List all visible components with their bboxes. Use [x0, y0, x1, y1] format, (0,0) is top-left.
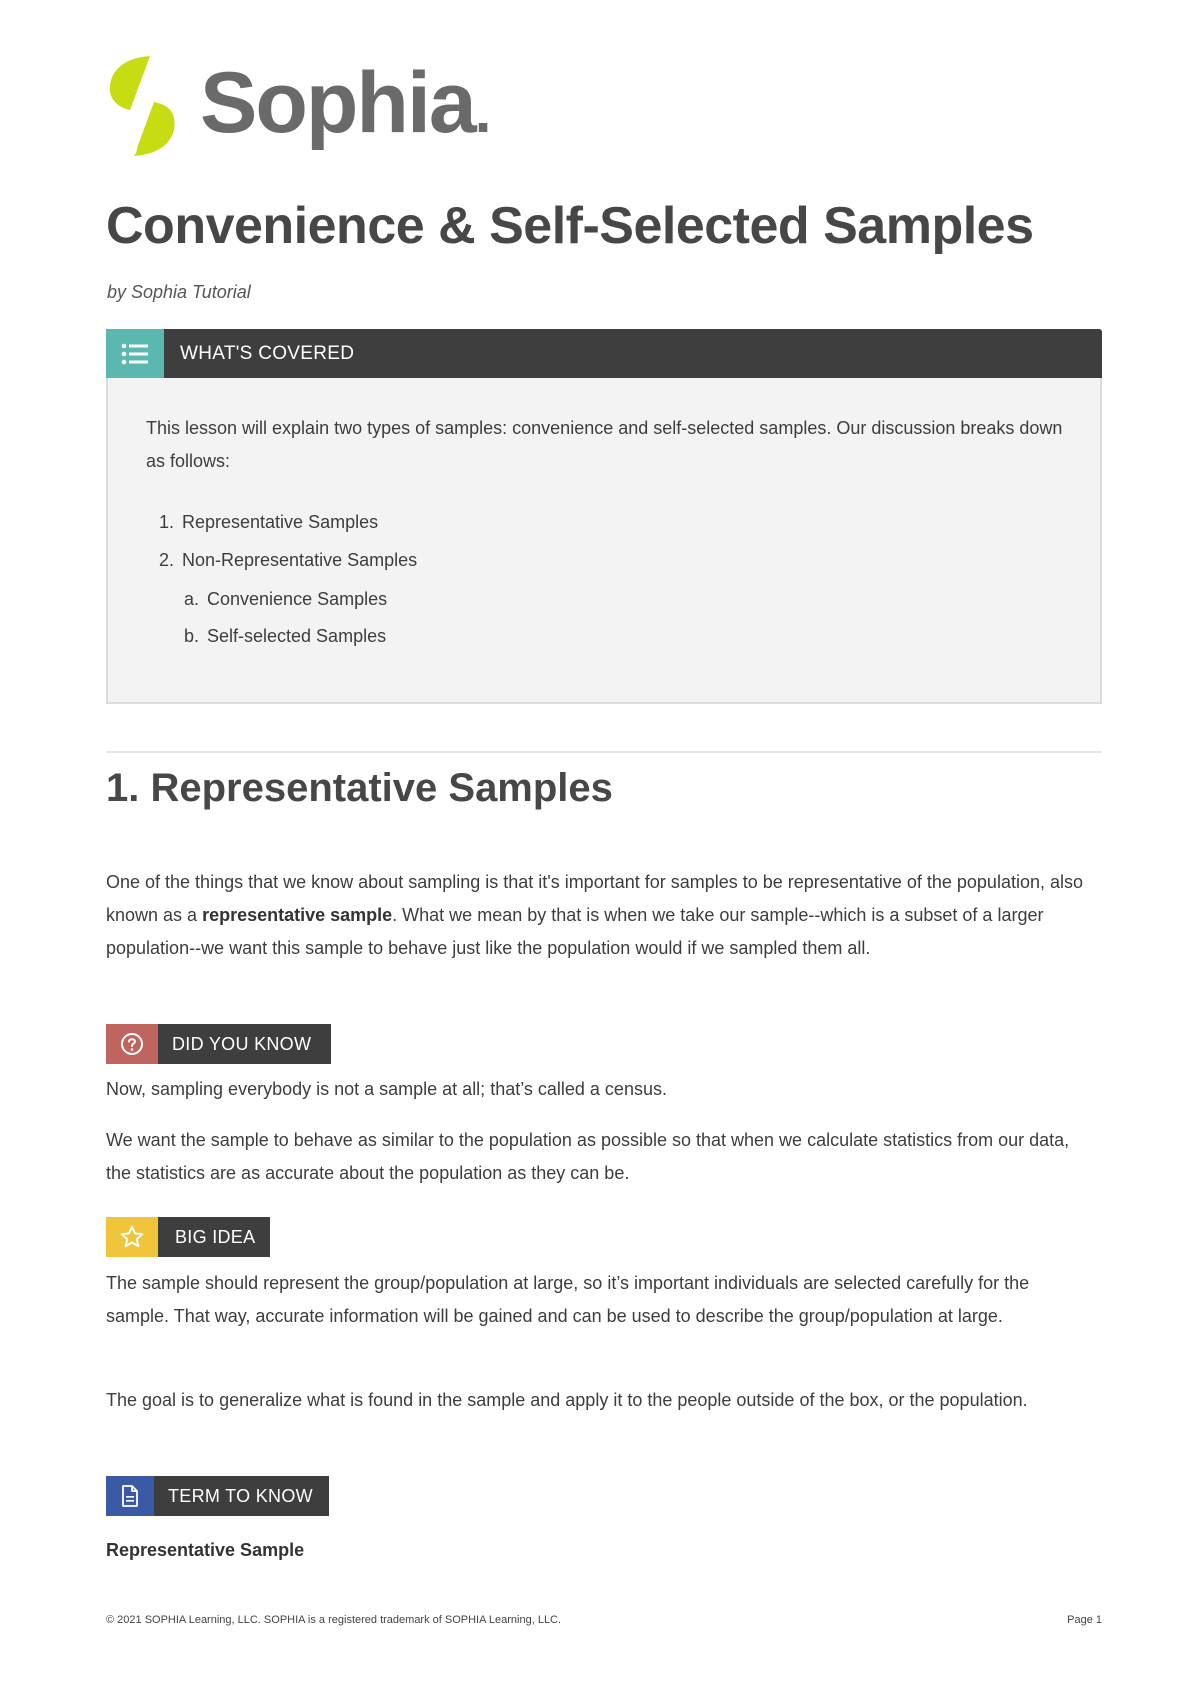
paragraph: The sample should represent the group/population at large, so it’s important individuals are selected carefully for the sample. That way, accurate information will be gained and can be used to describe the group/population at large. — [106, 1273, 1030, 1326]
star-icon — [106, 1217, 158, 1257]
footer-copyright: © 2021 SOPHIA Learning, LLC. SOPHIA is a registered trademark of SOPHIA Learning, LLC. — [106, 1614, 562, 1626]
whats-covered-intro: This lesson will explain two types of samples: convenience and self-selected samples. Our discussion breaks down as follows: — [146, 418, 1063, 471]
term-to-know-label: TERM TO KNOW — [168, 1486, 313, 1506]
paragraph: One of the things that we know about sampling is that it's important for samples to be representative of the population, also known as a representative sample. What we mean by that is when we take our sample--which is a subset of a larger population--we want this sample to behave just like the population would if we sampled them all. — [106, 872, 1083, 958]
did-you-know-tag — [106, 1024, 331, 1064]
sophia-wordmark: Sophia. — [200, 55, 490, 151]
toc-subitem: a. Convenience Samples — [183, 589, 388, 609]
section-heading: 1. Representative Samples — [106, 766, 613, 810]
toc-item: 2. Non-Representative Samples — [158, 550, 418, 570]
section-divider — [106, 751, 1102, 753]
page-footer — [106, 1614, 1102, 1626]
paragraph: Now, sampling everybody is not a sample at all; that’s called a census. — [106, 1079, 667, 1099]
bold-term: representative sample — [202, 905, 393, 925]
sophia-logo — [106, 54, 526, 158]
sophia-logo-mark-icon — [106, 54, 178, 158]
term-to-know-tag — [106, 1476, 329, 1516]
paragraph: We want the sample to behave as similar to the population as possible so that when we calculate statistics from our data, the statistics are as accurate about the population as they can be. — [106, 1130, 1070, 1183]
page-number: Page 1 — [1067, 1614, 1102, 1626]
document-icon — [106, 1476, 154, 1516]
term-title: Representative Sample — [106, 1540, 305, 1560]
whats-covered-box — [106, 378, 1102, 704]
list-icon — [106, 329, 164, 378]
byline: by Sophia Tutorial — [107, 282, 251, 302]
question-circle-icon — [106, 1024, 158, 1064]
page-title: Convenience & Self-Selected Samples — [106, 197, 1034, 255]
whats-covered-label: WHAT'S COVERED — [180, 343, 355, 364]
whats-covered-header — [106, 329, 1102, 378]
paragraph: The goal is to generalize what is found in the sample and apply it to the people outside of the box, or the population. — [106, 1390, 1028, 1410]
big-idea-tag — [106, 1217, 270, 1257]
did-you-know-label: DID YOU KNOW — [172, 1034, 312, 1054]
toc-subitem: b. Self-selected Samples — [183, 626, 387, 646]
toc-item: 1. Representative Samples — [158, 512, 379, 532]
big-idea-label: BIG IDEA — [175, 1227, 256, 1247]
